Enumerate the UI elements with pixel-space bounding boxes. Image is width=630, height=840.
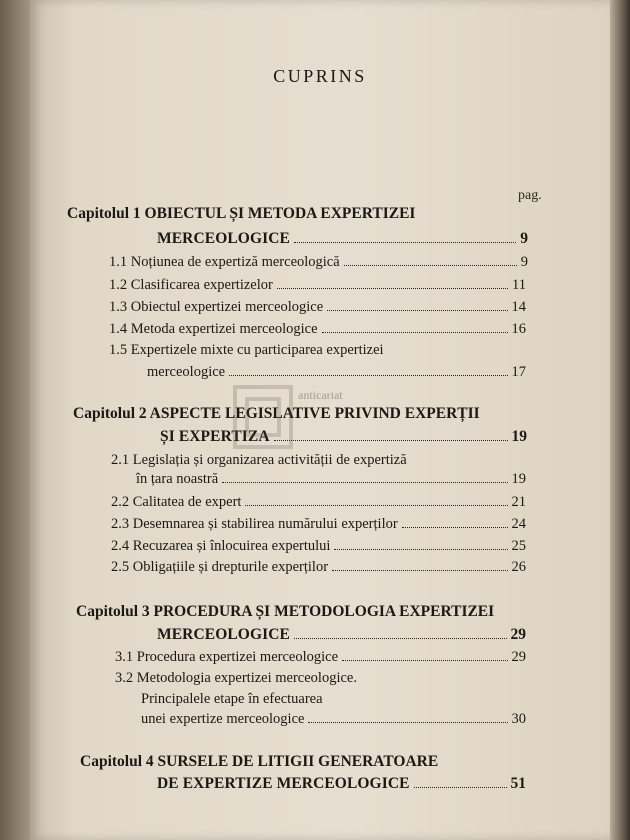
- background-left: [0, 0, 30, 840]
- section-page: 11: [512, 277, 526, 293]
- dot-leader: [414, 787, 507, 788]
- section-page: 30: [511, 711, 526, 727]
- chapter-2-page: 19: [511, 428, 527, 445]
- toc-entry-1-2: [109, 277, 526, 294]
- section-label: 1.2 Clasificarea expertizelor: [109, 277, 273, 293]
- section-label-cont: în țara noastră: [136, 471, 219, 487]
- dot-leader: [274, 440, 508, 441]
- page-title: CUPRINS: [273, 66, 367, 86]
- toc-entry-3-2: [141, 711, 526, 728]
- toc-entry-1-5-line1: 1.5 Expertizele mixte cu participarea expertizei: [109, 342, 384, 358]
- chapter-3-page: 29: [510, 626, 526, 643]
- dot-leader: [327, 310, 507, 311]
- toc-entry-1-5: [147, 364, 526, 381]
- page-column-label: pag.: [518, 188, 542, 203]
- toc-entry-1-3: [109, 299, 526, 316]
- toc-entry-2-2: [111, 494, 526, 511]
- section-label: 2.5 Obligațiile și drepturile experților: [111, 559, 329, 575]
- chapter-1-entry: [157, 230, 528, 248]
- dot-leader: [344, 265, 517, 266]
- toc-entry-2-1: [136, 471, 526, 488]
- toc-entry-3-2-line2: Principalele etape în efectuarea: [141, 691, 323, 707]
- dot-leader: [222, 482, 507, 483]
- dot-leader: [245, 505, 507, 506]
- dot-leader: [332, 570, 507, 571]
- section-label: 2.2 Calitatea de expert: [111, 494, 242, 510]
- section-label-cont: unei expertize merceologice: [141, 711, 305, 727]
- section-label: 3.1 Procedura expertizei merceologice: [115, 649, 339, 665]
- section-page: 14: [511, 299, 526, 315]
- section-page: 9: [520, 254, 528, 270]
- section-page: 17: [511, 364, 526, 380]
- section-label: 1.4 Metoda expertizei merceologice: [109, 321, 318, 337]
- watermark-logo: [233, 385, 293, 449]
- chapter-3-entry: [157, 626, 526, 644]
- dot-leader: [342, 660, 507, 661]
- chapter-1-title-line1: Capitolul 1 OBIECTUL ȘI METODA EXPERTIZEI: [67, 205, 416, 222]
- chapter-4-title-line1: Capitolul 4 SURSELE DE LITIGII GENERATOARE: [80, 753, 439, 770]
- chapter-4-title-line2: DE EXPERTIZE MERCEOLOGICE: [157, 775, 410, 792]
- chapter-2-title-line1: Capitolul 2 ASPECTE LEGISLATIVE PRIVIND EXPERȚII: [73, 405, 480, 422]
- section-page: 25: [511, 538, 526, 554]
- section-page: 16: [511, 321, 526, 337]
- chapter-4-entry: [157, 775, 526, 793]
- dot-leader: [334, 549, 507, 550]
- chapter-4-page: 51: [510, 775, 526, 792]
- toc-entry-3-2-line1: 3.2 Metodologia expertizei merceologice.: [115, 670, 357, 686]
- dot-leader: [308, 722, 507, 723]
- toc-entry-2-3: [111, 516, 526, 533]
- toc-entry-3-1: [115, 649, 526, 666]
- section-label-cont: merceologice: [147, 364, 226, 380]
- chapter-3-title-line2: MERCEOLOGICE: [157, 626, 290, 643]
- section-page: 29: [511, 649, 526, 665]
- chapter-3-title-line1: Capitolul 3 PROCEDURA ȘI METODOLOGIA EXPERTIZEI: [76, 603, 495, 620]
- section-label: 1.1 Noțiunea de expertiză merceologică: [109, 254, 340, 270]
- toc-entry-2-4: [111, 538, 526, 555]
- page-edge-right: [610, 0, 630, 840]
- dot-leader: [294, 638, 507, 639]
- section-label: 2.3 Desemnarea și stabilirea numărului experților: [111, 516, 398, 532]
- toc-entry-2-1-line1: 2.1 Legislația și organizarea activității de expertiză: [111, 452, 407, 468]
- chapter-1-title-line2: MERCEOLOGICE: [157, 230, 290, 247]
- toc-entry-1-4: [109, 321, 526, 338]
- watermark-text: anticariat: [298, 388, 343, 402]
- dot-leader: [229, 375, 507, 376]
- dot-leader: [322, 332, 508, 333]
- section-label: 2.4 Recuzarea și înlocuirea expertului: [111, 538, 331, 554]
- section-page: 21: [511, 494, 526, 510]
- section-page: 26: [511, 559, 526, 575]
- section-page: 19: [511, 471, 526, 487]
- dot-leader: [294, 242, 516, 243]
- dot-leader: [277, 288, 508, 289]
- chapter-1-page: 9: [520, 230, 528, 247]
- chapter-2-title-line2: ȘI EXPERTIZA: [160, 428, 270, 445]
- toc-entry-2-5: [111, 559, 526, 576]
- dot-leader: [402, 527, 508, 528]
- section-label: 1.3 Obiectul expertizei merceologice: [109, 299, 324, 315]
- chapter-2-entry: [160, 428, 527, 446]
- toc-entry-1-1: [109, 254, 528, 271]
- section-page: 24: [511, 516, 526, 532]
